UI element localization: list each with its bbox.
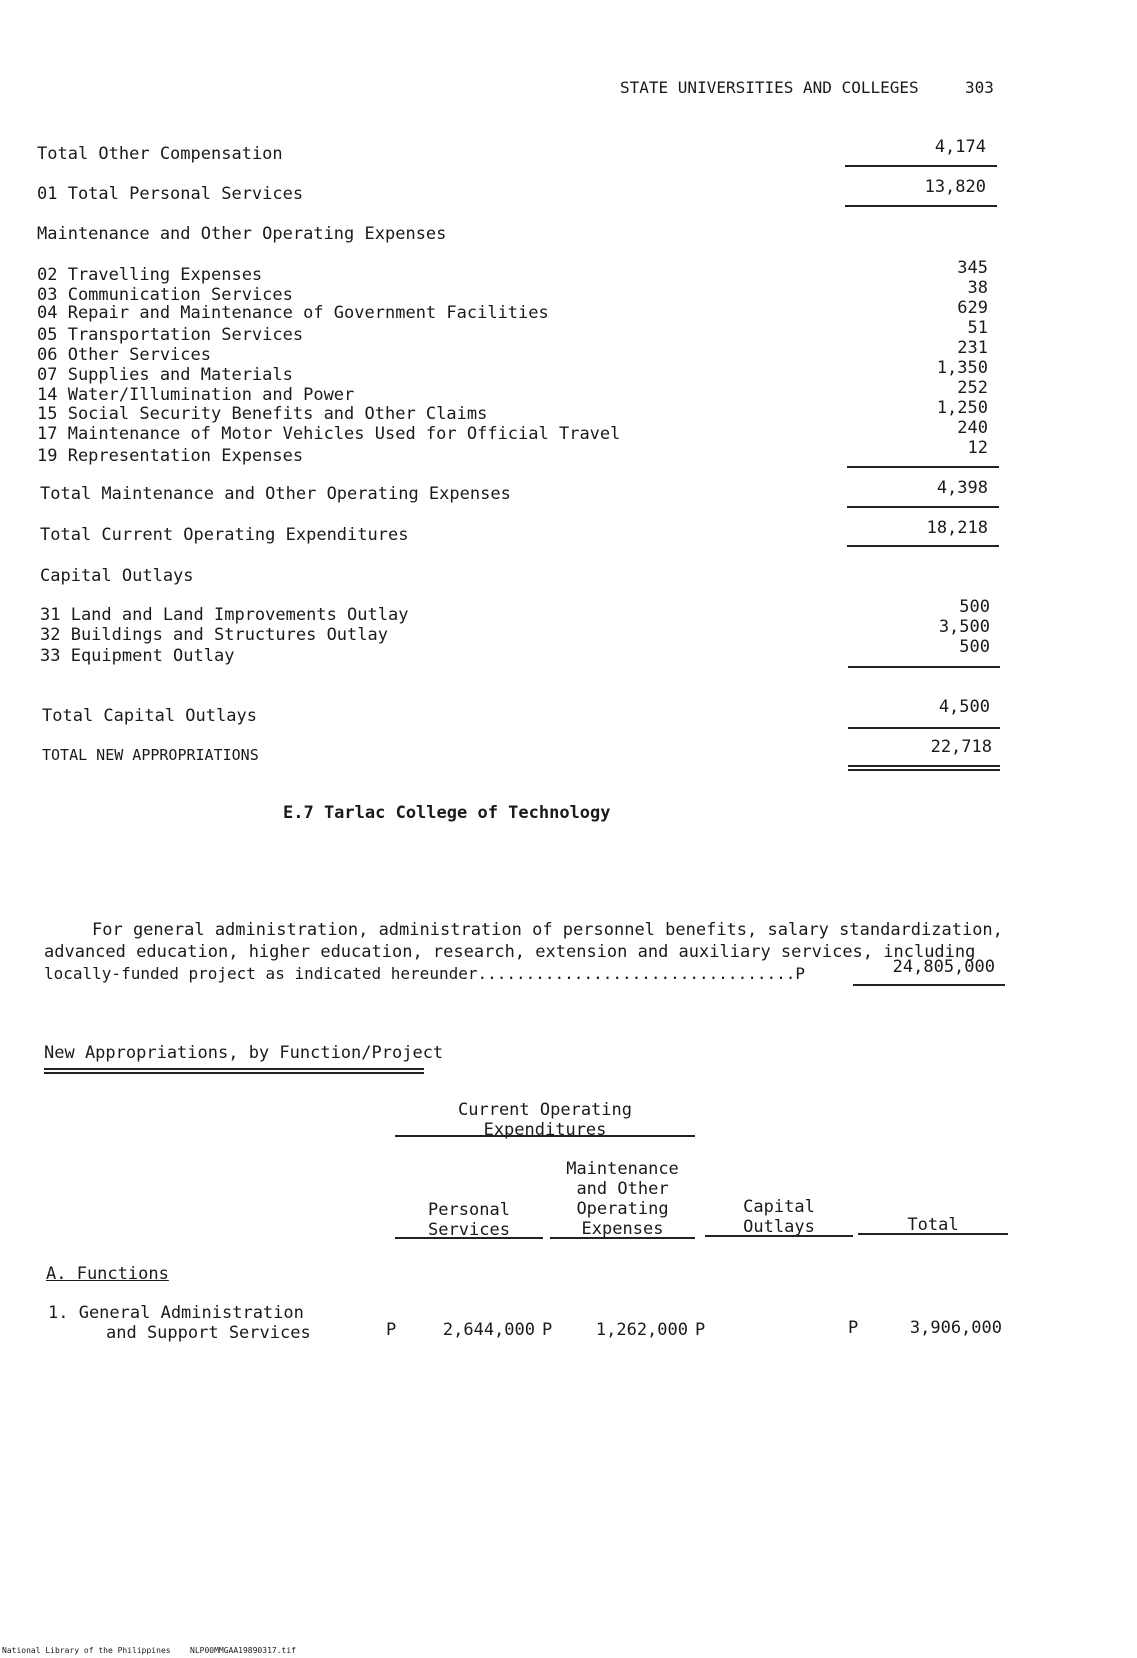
row1-personal: 2,644,000 <box>442 1320 535 1340</box>
mooe-item-label: 06 Other Services <box>37 345 211 365</box>
paragraph-line-2: advanced education, higher education, research, extension and auxiliary services, including <box>44 942 976 962</box>
col-mooe-l3: Operating <box>576 1199 669 1219</box>
mooe-item-value: 1,250 <box>936 398 988 418</box>
capital-item-label: 32 Buildings and Structures Outlay <box>40 625 388 645</box>
paragraph-line-3: locally-funded project as indicated hereunder.................................P <box>44 964 805 983</box>
heading-rule-bottom <box>44 1072 424 1074</box>
peso-sign: P <box>542 1320 553 1340</box>
capital-item-value: 500 <box>959 637 990 657</box>
running-header-title: STATE UNIVERSITIES AND COLLEGES <box>620 78 919 97</box>
row1-label-line-2: and Support Services <box>106 1323 311 1343</box>
col-capital-l1: Capital <box>743 1197 815 1217</box>
rule-line <box>848 727 1000 729</box>
function-table-heading: New Appropriations, by Function/Project <box>44 1043 444 1063</box>
total-capital-label: Total Capital Outlays <box>42 706 257 726</box>
capital-item-value: 500 <box>959 597 990 617</box>
col-mooe-l2: and Other <box>576 1179 669 1199</box>
mooe-item-value: 345 <box>957 258 988 278</box>
rule-line <box>847 506 999 508</box>
col-rule <box>858 1233 1008 1235</box>
capital-item-label: 31 Land and Land Improvements Outlay <box>40 605 409 625</box>
peso-sign: P <box>386 1320 397 1340</box>
rule-line <box>845 205 997 207</box>
mooe-item-value: 1,350 <box>936 358 988 378</box>
total-mooe-value: 4,398 <box>936 478 988 498</box>
mooe-item-label: 05 Transportation Services <box>37 325 304 345</box>
section-title: E.7 Tarlac College of Technology <box>283 803 611 823</box>
total-new-label: TOTAL NEW APPROPRIATIONS <box>42 746 259 764</box>
heading-rule-top <box>44 1068 424 1070</box>
capital-item-value: 3,500 <box>938 617 990 637</box>
total-personal-label: 01 Total Personal Services <box>37 184 304 204</box>
col-rule <box>705 1235 853 1237</box>
mooe-item-label: 14 Water/Illumination and Power <box>37 385 355 405</box>
group-header-line-2: Expenditures <box>483 1120 607 1140</box>
mooe-item-label: 15 Social Security Benefits and Other Claims <box>37 404 488 424</box>
peso-sign: P <box>695 1320 706 1340</box>
total-coe-value: 18,218 <box>926 518 988 538</box>
row1-mooe: 1,262,000 <box>595 1320 688 1340</box>
double-rule-top <box>848 765 1000 767</box>
mooe-item-value: 12 <box>967 438 988 458</box>
mooe-item-label: 07 Supplies and Materials <box>37 365 293 385</box>
mooe-item-value: 38 <box>967 278 988 298</box>
total-other-comp-label: Total Other Compensation <box>37 144 283 164</box>
mooe-item-label: 17 Maintenance of Motor Vehicles Used for Official Travel <box>37 424 621 444</box>
rule-line <box>847 545 999 547</box>
mooe-item-value: 629 <box>957 298 988 318</box>
row1-label-line-1: 1. General Administration <box>48 1303 304 1323</box>
peso-sign: P <box>848 1318 859 1338</box>
mooe-item-label: 03 Communication Services <box>37 285 293 305</box>
group-header-rule <box>395 1135 695 1137</box>
capital-heading: Capital Outlays <box>40 566 194 586</box>
col-total: Total <box>907 1215 959 1235</box>
rule-line <box>847 466 999 468</box>
col-mooe-l4: Expenses <box>581 1219 664 1239</box>
mooe-item-value: 252 <box>957 378 988 398</box>
total-mooe-label: Total Maintenance and Other Operating Expenses <box>40 484 511 504</box>
mooe-item-value: 51 <box>967 318 988 338</box>
total-personal-value: 13,820 <box>924 177 986 197</box>
paragraph-amount: 24,805,000 <box>892 957 995 977</box>
col-rule <box>550 1237 695 1239</box>
page-number: 303 <box>965 78 994 97</box>
group-header-line-1: Current Operating <box>458 1100 632 1120</box>
mooe-item-label: 02 Travelling Expenses <box>37 265 263 285</box>
rule-line <box>845 165 997 167</box>
footer-file: NLP00MMGAA19890317.tif <box>190 1646 296 1655</box>
col-capital-l2: Outlays <box>743 1217 815 1237</box>
mooe-item-value: 240 <box>957 418 988 438</box>
mooe-heading: Maintenance and Other Operating Expenses <box>37 224 447 244</box>
total-new-value: 22,718 <box>930 737 992 757</box>
double-rule-bottom <box>848 769 1000 771</box>
footer-library: National Library of the Philippines <box>2 1646 171 1655</box>
row1-total: 3,906,000 <box>909 1318 1002 1338</box>
functions-label: A. Functions <box>46 1264 169 1284</box>
col-personal-l2: Services <box>428 1220 510 1240</box>
rule-line <box>848 666 1000 668</box>
mooe-item-label: 04 Repair and Maintenance of Government Facilities <box>37 303 549 323</box>
capital-item-label: 33 Equipment Outlay <box>40 646 235 666</box>
rule-line <box>853 984 1005 986</box>
mooe-item-value: 231 <box>957 338 988 358</box>
mooe-item-label: 19 Representation Expenses <box>37 446 304 466</box>
paragraph-line-1: For general administration, administration of personnel benefits, salary standardization, <box>92 920 1003 940</box>
total-other-comp-value: 4,174 <box>934 137 986 157</box>
col-rule <box>395 1237 543 1239</box>
total-coe-label: Total Current Operating Expenditures <box>40 525 409 545</box>
col-mooe-l1: Maintenance <box>566 1159 679 1179</box>
total-capital-value: 4,500 <box>938 697 990 717</box>
col-personal-l1: Personal <box>428 1200 510 1220</box>
